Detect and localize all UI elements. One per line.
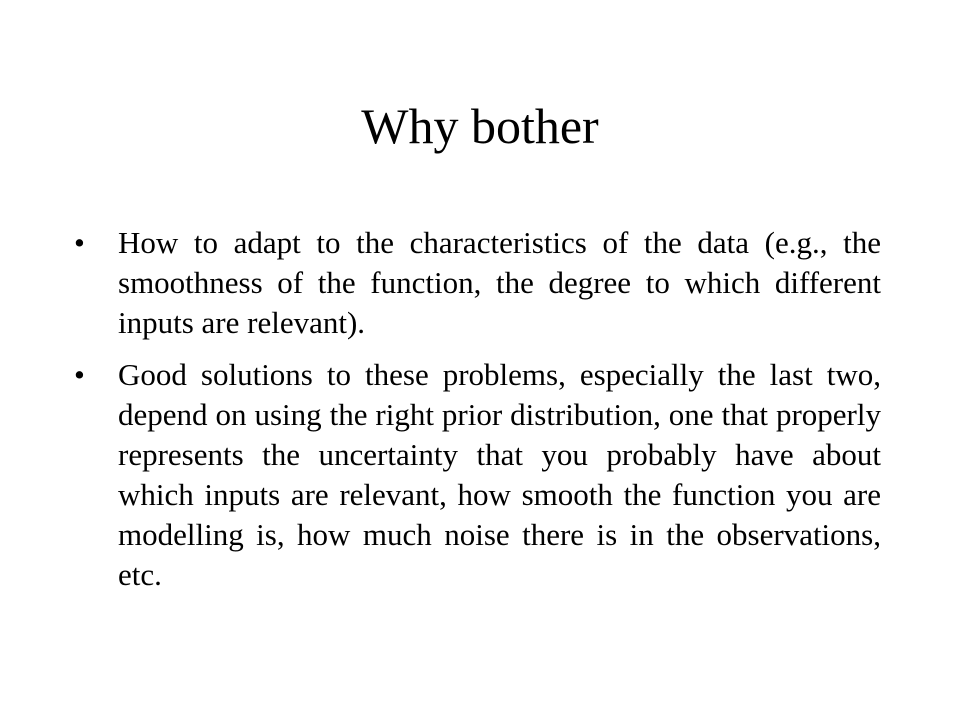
bullet-item	[74, 355, 881, 595]
bullet-item	[74, 223, 881, 343]
bullet-list	[74, 223, 881, 607]
bullet-text: Good solutions to these problems, especially the last two, depend on using the right prior distribution, one that properly represents the uncertainty that you probably have about which inputs are relevant, how smooth the function you are modelling is, how much noise there is in the observations, etc.	[118, 357, 881, 592]
bullet-marker: •	[74, 357, 85, 392]
slide-title: Why bother	[361, 98, 599, 154]
bullet-marker: •	[74, 225, 85, 260]
bullet-text: How to adapt to the characteristics of the data (e.g., the smoothness of the function, the degree to which different inputs are relevant).	[118, 225, 881, 340]
